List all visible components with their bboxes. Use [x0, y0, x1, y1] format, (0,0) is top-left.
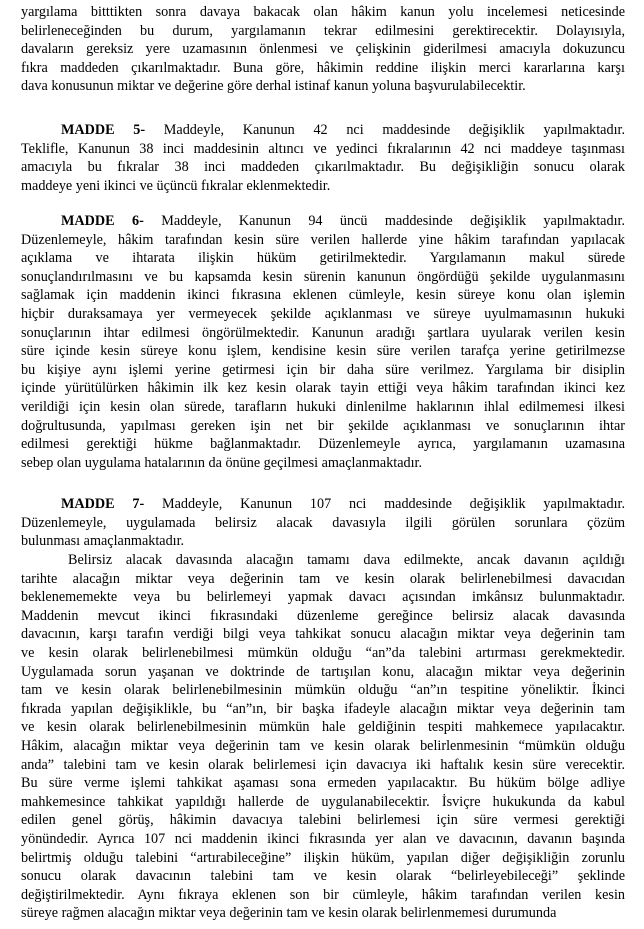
article-text: Maddeyle, Kanunun 42 nci maddesinde değişiklik yapılmaktadır. — [145, 122, 625, 138]
text-line: süreye rağmen alacağın miktar veya değerinin tam ve kesin olarak belirlenmemesi durumunda — [21, 905, 557, 922]
text-line: amacıyla bu fıkralar 38 inci maddeden çıkarılmaktadır. Bu değişikliğin sonucu olarak — [21, 159, 625, 176]
text-line: Belirsiz alacak davasında alacağın tamamı dava edilmekte, ancak davanın açıldığı — [68, 552, 625, 568]
text-line: yönündedir. Ayrıca 107 nci maddenin ikinci fıkrasında yer alan ve davacının, davanın başında — [21, 831, 625, 847]
text-line: anda” talebini tam ve kesin olarak belirlemesi için davacıya iki haftalık kesin süre verecektir. — [21, 756, 625, 773]
text-line: sebep olan uygulama hatalarının da önüne geçilmesi amaçlanmaktadır. — [21, 454, 423, 471]
text-line: bulunması amaçlanmaktadır. — [21, 533, 185, 550]
text-line: fıkra maddeden çıkarılmaktadır. Buna göre, hâkimin reddine ilişkin merci kararlarına karşı — [21, 59, 625, 76]
text-line: Teklifle, Kanunun 38 inci maddesinin altıncı ve yedinci fıkralarının 42 nci maddeye taşınması — [21, 140, 625, 157]
text-line: Uygulamada sorun yaşanan ve doktrinde de tartışılan konu, alacağın miktar veya değerinin — [21, 663, 625, 680]
text-line: hiçbir duraksamaya yer vermeyecek şekilde açıklanması ve süreye uyulmamasının hukuki — [21, 306, 625, 322]
text-line: edilmesi gerektiği hükme bağlanmaktadır. Düzenlemeyle ayrıca, yargılamanın uzamasına — [21, 436, 625, 453]
text-line: sonucu olarak davacının talebini tam ve kesin olarak “belirleyebileceği” şeklinde — [21, 868, 625, 885]
text-line: sonuçlarının ihtar edilmesi öngörülmektedir. Kanunun aradığı şartlara uyularak verilen kesin — [21, 324, 625, 341]
text-line: belirtmiş olduğu talebini “artırabileceğine” ilişkin hüküm, yapılan diğer değişikliğin zorunlu — [21, 849, 625, 866]
text-line: dava konusunun miktar ve değerine göre derhal istinaf kanun yoluna başvurulabilecektir. — [21, 78, 526, 95]
text-line: belirleneceğinden bu durum, yargılamanın tekrar edilmesini gerektirecektir. Dolayısıyla, — [21, 22, 625, 39]
text-line: Düzenlemeyle, hâkim tarafından kesin süre verilen hallerde yine hâkim tarafından yapılacak — [21, 231, 625, 248]
article-heading: MADDE 5- — [61, 122, 146, 138]
text-line: mahkemesince tahkikat yapıldığı hallerde de uygulanabilecektir. İsviçre hukukunda da kabul — [21, 793, 625, 810]
text-line: sağlamak için maddenin ikinci fıkrasına eklenen cümleyle, kesin süreye konu olan işlemin — [21, 287, 625, 304]
text-line: Maddenin mevcut ikinci fıkrasındaki düzenleme gereğince belirsiz alacak davasında — [21, 607, 625, 624]
text-line: davaların gereksiz yere uzamasının önlenmesi ve çelişkinin giderilmesi amacıyla dokuzuncu — [21, 41, 625, 58]
article-text: Maddeyle, Kanunun 107 nci maddesinde değişiklik yapılmaktadır. — [144, 496, 625, 512]
article-heading: MADDE 6- — [61, 213, 144, 229]
text-line: Düzenlemeyle, uygulamada belirsiz alacak davasıyla ilgili görülen sorunlara çözüm — [21, 514, 625, 531]
text-line: açıklama ve ihtarata ilişkin hüküm getirilmektedir. Yargılamanın makul sürede — [21, 250, 625, 267]
text-line: ve kesin olarak belirlenebilmesinin mümkün hale geldiğinin tespiti mahkemece yapılacaktır. — [21, 719, 625, 736]
text-line: Bu süre verme işlemi tahkikat aşaması sona ermeden yapılacaktır. Bu hüküm bölge adliye — [21, 775, 625, 792]
text-line: fıkrada yapılan değişiklikle, bu “an”ın, bir başka ifadeyle alacağın miktar veya değerinin tam — [21, 700, 625, 717]
text-line: bu kişiye aynı işlemi yerine getirmesi için bir daha süre verilmez. Yargılama bir disiplin — [21, 361, 625, 378]
text-line — [61, 121, 625, 140]
text-line: beklenememekte veya bu belirlemeyi yapmak davacı açısından imkânsız bulunmaktadır. — [21, 589, 625, 606]
text-line: içinde yürütülürken hâkimin ilk kez kesin olarak tayin ettiği veya hâkim tarafından ikinci kez — [21, 380, 625, 397]
text-line: maddeye yeni ikinci ve üçüncü fıkralar eklenmektedir. — [21, 177, 331, 194]
article-heading: MADDE 7- — [61, 496, 145, 512]
text-line: tam ve kesin olarak belirlenebilmesinin mümkün olduğu “an”ın tespitine yöneliktir. İkinci — [21, 682, 625, 699]
text-line: tarihte alacağın miktar veya değerinin tam ve kesin olarak belirlenebilmesi davacıdan — [21, 570, 625, 587]
text-line: Hâkim, alacağın miktar veya değerinin tam ve kesin olarak belirlenmesinin “mümkün olduğu — [21, 738, 625, 754]
text-line: yargılama bitttikten sonra davaya bakacak olan hâkim kanun yolu incelemesi neticesinde — [21, 4, 625, 20]
text-line: verildiği için kesin olan sürede, tarafların hukuki dinlenilme haklarının ihlal edilmemesi ilkesi — [21, 399, 625, 415]
text-line — [61, 212, 625, 231]
text-line: değiştirilmektedir. Aynı fıkraya eklenen son bir cümleyle, hâkim tarafından verilen kesin — [21, 886, 625, 903]
text-line: sonuçlandırılmasını ve bu kapsamda kesin sürenin kanunun öngördüğü şekilde uygulanmasını — [21, 268, 625, 285]
text-line: davacının, karşı tarafın verdiği bilgi veya tahkikat sonucu alacağın miktar veya değerinin tam — [21, 626, 625, 643]
text-line — [61, 495, 625, 514]
text-line: süre içinde kesin süreye konu işlem, kendisine kesin süre verilen tarafça yerine getirilmezse — [21, 343, 625, 360]
text-line: doğrultusunda, yapılması gereken işin net bir şekilde açıklanması ve sonuçlarının ihtar — [21, 417, 625, 434]
text-line: ve kesin olarak belirlenebilmesi mümkün olduğu “an”da talebini artırması gerekmektedir. — [21, 645, 625, 661]
text-line: edilen genel görüş, hâkimin davacıya talebini belirlemesi için süre vermesi gerektiği — [21, 812, 625, 829]
article-text: Maddeyle, Kanunun 94 üncü maddesinde değişiklik yapılmaktadır. — [143, 213, 625, 229]
